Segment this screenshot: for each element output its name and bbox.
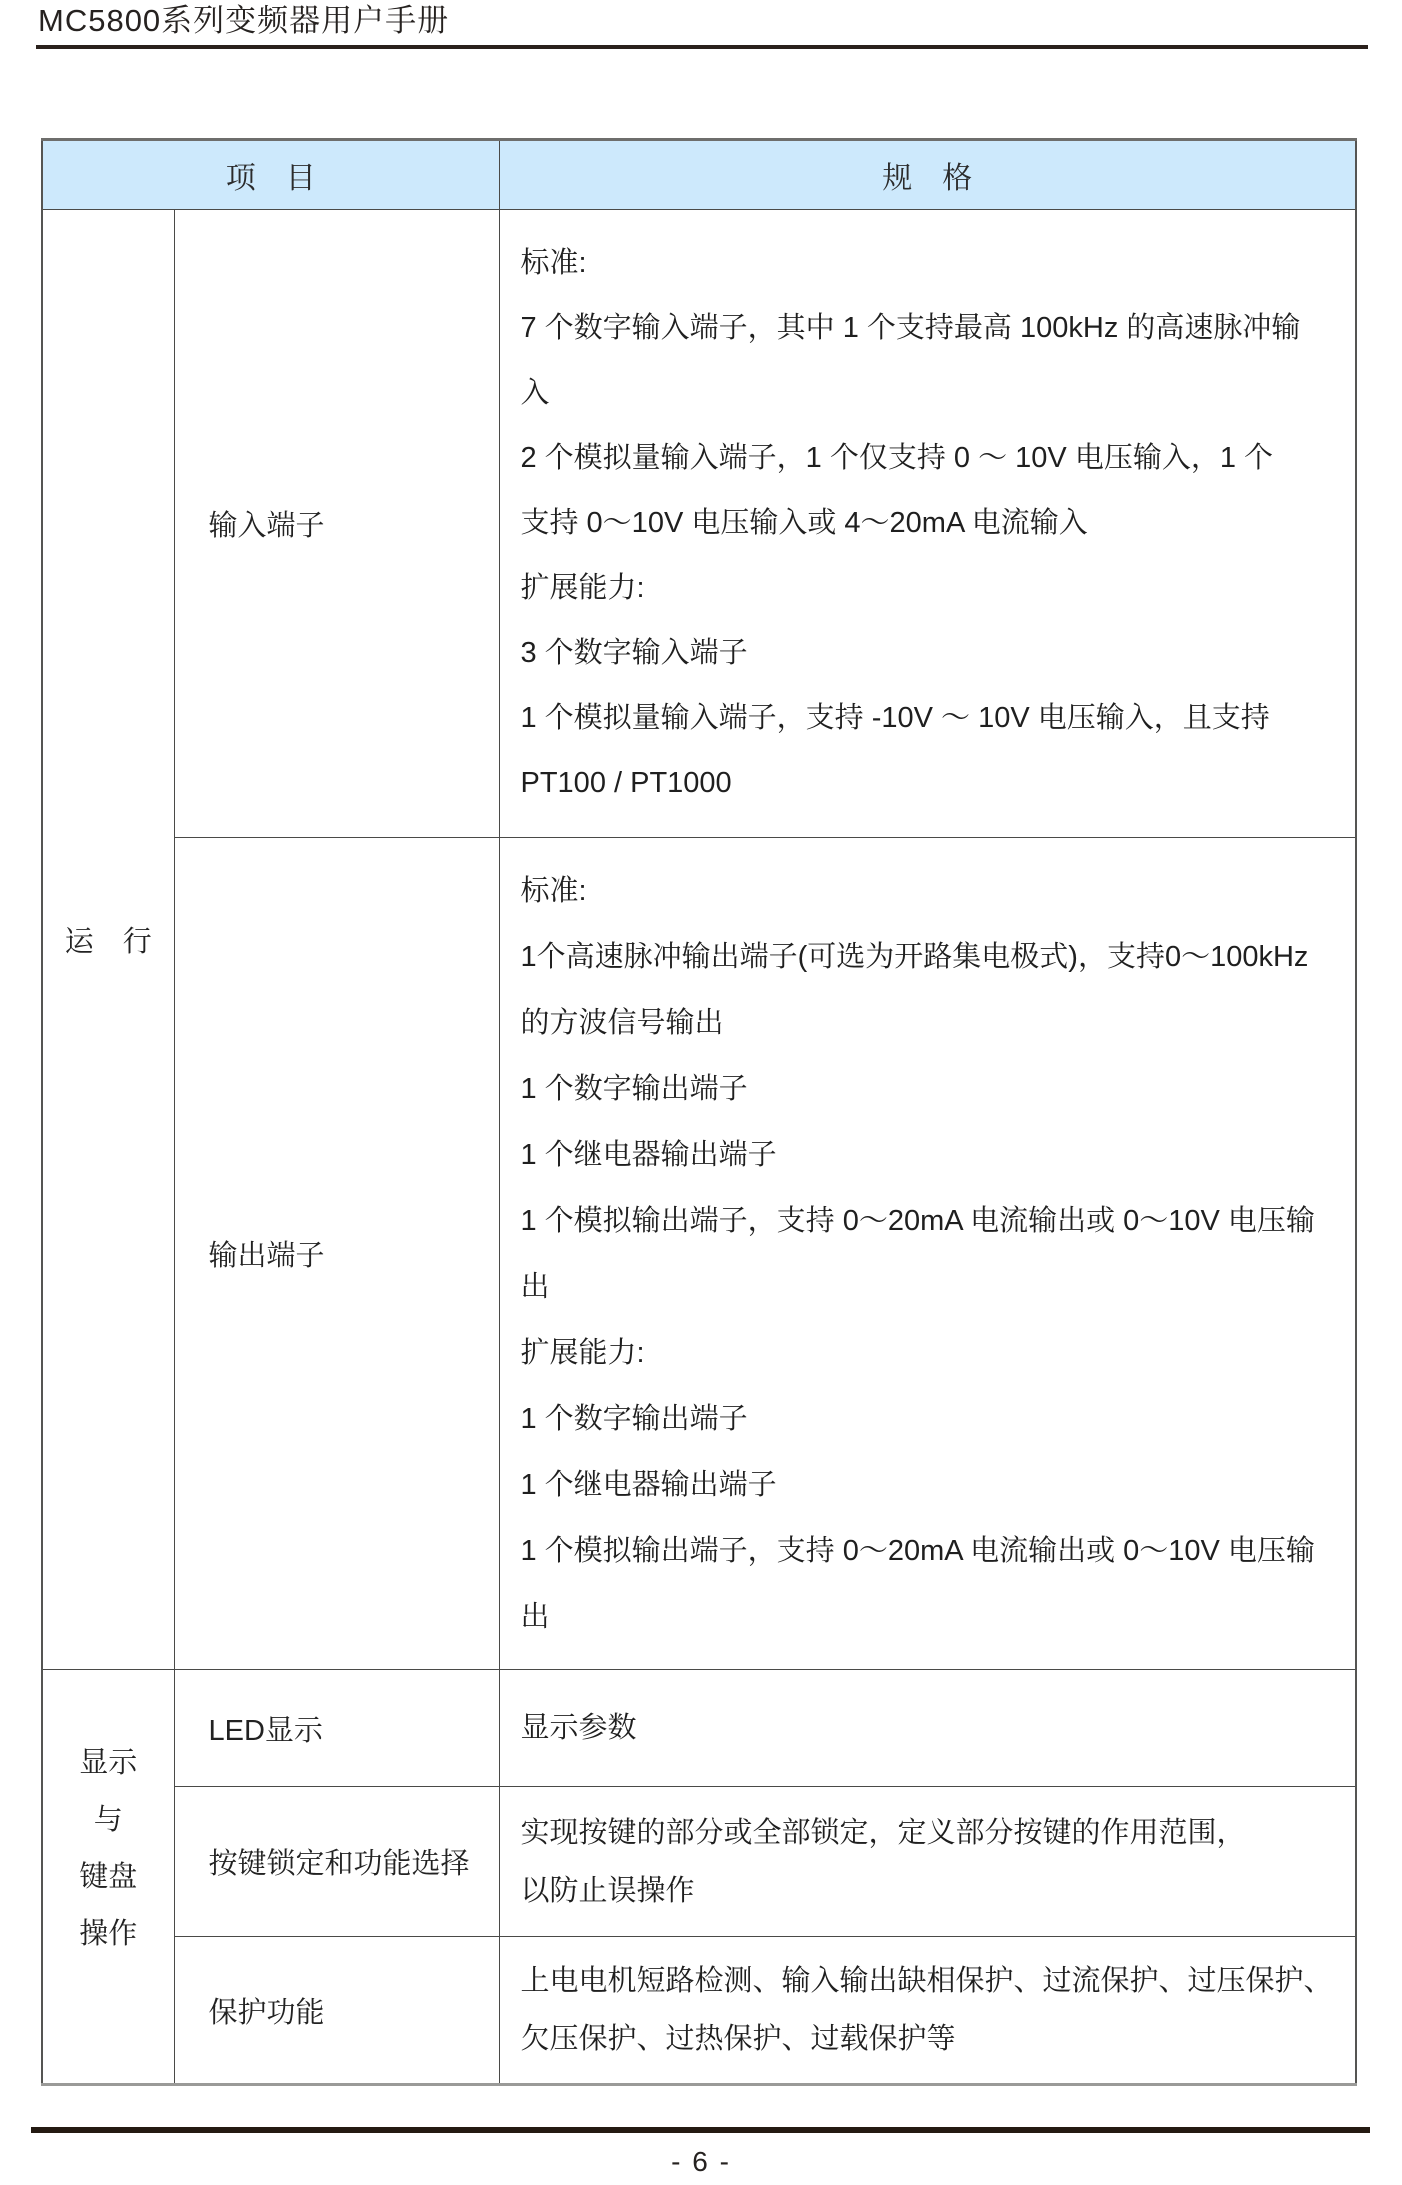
table-row-key-lock: [42, 1787, 1356, 1937]
group-label-display-keypad: [42, 1670, 174, 2085]
footer-rule: [31, 2127, 1370, 2133]
page-number: - 6 -: [671, 2146, 731, 2177]
spec-line: 1 个数字输出端子: [520, 1402, 748, 1435]
table-row-input-terminals: [42, 210, 1356, 838]
spec-line: 1 个数字输出端子: [520, 1072, 748, 1105]
spec-line: 1 个模拟输出端子，支持 0～20mA 电流输出或 0～10V 电压输: [520, 1204, 1315, 1237]
group-label-line: 键盘: [79, 1860, 138, 1893]
spec-line: 扩展能力:: [520, 572, 645, 604]
group-label-run: 运 行: [42, 210, 174, 1670]
spec-line: 1 个模拟输出端子，支持 0～20mA 电流输出或 0～10V 电压输: [520, 1534, 1315, 1567]
row-label-protection: 保护功能: [174, 1937, 499, 2085]
spec-line: 1 个模拟量输入端子，支持 -10V ～ 10V 电压输入，且支持: [520, 702, 1270, 734]
specification-table: [41, 138, 1357, 2086]
spec-cell-output-terminals: [499, 838, 1356, 1670]
spec-line: 1个高速脉冲输出端子(可选为开路集电极式)，支持0～100kHz: [520, 940, 1309, 973]
spec-line: 3 个数字输入端子: [520, 637, 748, 669]
group-label-line: 显示: [79, 1746, 138, 1779]
spec-cell-protection: [499, 1937, 1356, 2085]
spec-line: PT100 / PT1000: [520, 767, 732, 799]
spec-line: 出: [520, 1600, 550, 1633]
spec-line: 1 个继电器输出端子: [520, 1468, 777, 1501]
header-rule: [36, 45, 1368, 49]
group-label-lines: [43, 1735, 174, 1963]
spec-line: 1 个继电器输出端子: [520, 1138, 777, 1171]
table-row-protection: [42, 1937, 1356, 2085]
table-row-output-terminals: [42, 838, 1356, 1670]
row-label-output-terminals: 输出端子: [174, 838, 499, 1670]
column-header-item: 项 目: [42, 140, 499, 210]
spec-line: 出: [520, 1270, 550, 1303]
spec-line: 入: [520, 377, 550, 409]
spec-line: 扩展能力:: [520, 1336, 645, 1369]
group-label-line: 操作: [79, 1917, 138, 1950]
column-header-spec: 规 格: [499, 140, 1356, 210]
spec-line: 的方波信号输出: [520, 1006, 724, 1039]
spec-line: 支持 0～10V 电压输入或 4～20mA 电流输入: [520, 507, 1088, 539]
row-label-input-terminals: 输入端子: [174, 210, 499, 838]
spec-line: 显示参数: [520, 1712, 637, 1744]
table-row-led-display: [42, 1670, 1356, 1787]
spec-line: 以防止误操作: [520, 1874, 695, 1907]
spec-line: 上电电机短路检测、输入输出缺相保护、过流保护、过压保护、: [520, 1965, 1333, 1997]
spec-cell-input-terminals: [499, 210, 1356, 838]
spec-line: 标准:: [520, 874, 587, 907]
spec-line: 2 个模拟量输入端子，1 个仅支持 0 ～ 10V 电压输入，1 个: [520, 442, 1274, 474]
spec-cell-led-display: [499, 1670, 1356, 1787]
spec-cell-key-lock: [499, 1787, 1356, 1937]
group-label-line: 与: [93, 1803, 123, 1836]
row-label-key-lock: 按键锁定和功能选择: [174, 1787, 499, 1937]
spec-line: 实现按键的部分或全部锁定，定义部分按键的作用范围，: [520, 1816, 1246, 1849]
spec-line: 7 个数字输入端子，其中 1 个支持最高 100kHz 的高速脉冲输: [520, 312, 1301, 344]
spec-line: 欠压保护、过热保护、过载保护等: [520, 2023, 956, 2055]
table-header-row: [42, 140, 1356, 210]
row-label-led-display: LED显示: [174, 1670, 499, 1787]
spec-line: 标准:: [520, 247, 587, 279]
document-title: MC5800系列变频器用户手册: [38, 3, 450, 38]
